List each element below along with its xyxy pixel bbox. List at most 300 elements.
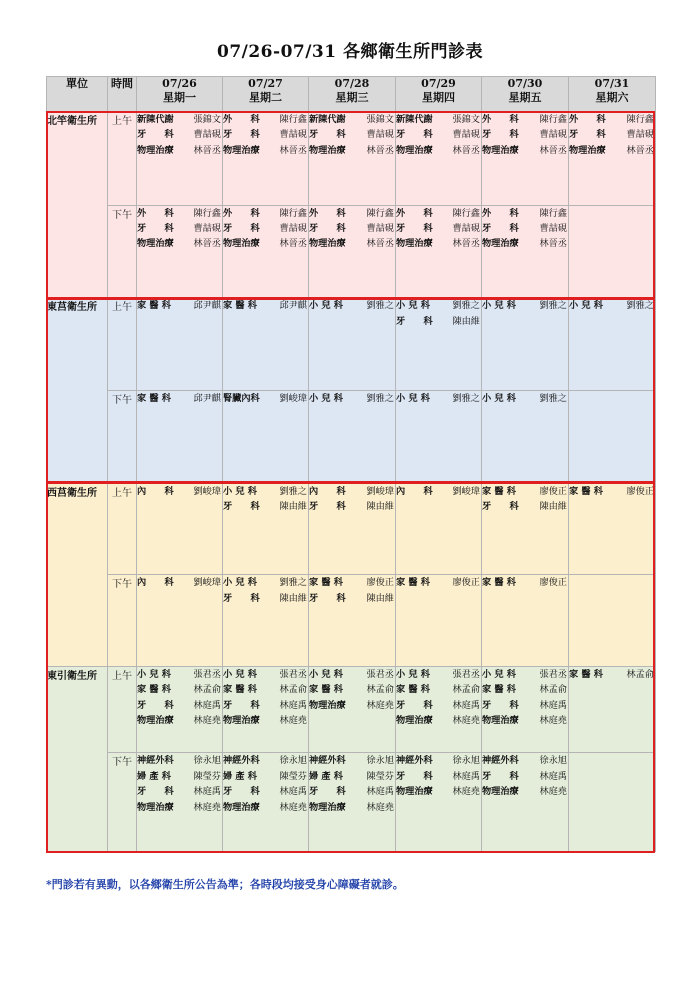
department: 外 科: [223, 114, 260, 125]
day-weekday: 星期三: [335, 91, 369, 104]
clinic-entry: [396, 713, 481, 728]
clinic-entry: [137, 127, 222, 142]
doctor-name: 曹喆硯: [366, 129, 394, 141]
department: 牙 科: [396, 770, 433, 782]
department: 牙 科: [396, 129, 433, 141]
department: 外 科: [137, 207, 174, 219]
doctor-name: 陳行鑫: [539, 207, 567, 219]
schedule-cell: [309, 666, 396, 753]
doctor-name: 劉峻瑋: [366, 485, 394, 497]
doctor-name: 張錦文: [193, 114, 221, 125]
schedule-cell: [309, 753, 396, 852]
clinic-entry: [223, 800, 308, 815]
schedule-cell: [223, 575, 309, 667]
clinic-entry: [482, 484, 568, 499]
clinic-entry: [309, 206, 395, 221]
clinic-entry: [569, 667, 655, 682]
clinic-entry: [482, 575, 568, 590]
schedule-cell: [137, 112, 223, 206]
doctor-name: 劉雅之: [366, 392, 394, 404]
clinic-entry: [223, 221, 308, 236]
doctor-name: 林庭堯: [539, 786, 567, 798]
department: 家 醫 科: [482, 577, 516, 589]
department: 腎臟內科: [223, 392, 260, 404]
station-name: 東引衛生所: [47, 666, 108, 851]
clinic-entry: [223, 713, 308, 728]
doctor-name: 張錦文: [366, 114, 394, 125]
doctor-name: 劉峻瑋: [193, 577, 221, 589]
clinic-entry: [569, 143, 655, 158]
department: 小 兒 科: [223, 485, 257, 497]
period-pm: 下午: [108, 205, 137, 298]
doctor-name: 林庭堯: [452, 786, 480, 798]
department: 小 兒 科: [137, 668, 171, 680]
schedule-cell: [569, 205, 656, 298]
doctor-name: 張君丞: [452, 668, 480, 680]
schedule-cell: [309, 390, 396, 483]
clinic-entry: [309, 499, 395, 514]
doctor-name: 曹喆硯: [193, 223, 221, 235]
schedule-cell: [137, 390, 223, 483]
schedule-cell: [137, 205, 223, 298]
clinic-entry: [396, 667, 481, 682]
schedule-cell: [396, 298, 482, 391]
day-date: 07/30: [507, 77, 543, 90]
doctor-name: 陳由維: [279, 592, 307, 604]
department: 神經外科: [223, 755, 260, 767]
doctor-name: 陳行鑫: [279, 207, 307, 219]
department: 物理治療: [569, 144, 606, 156]
department: 家 醫 科: [569, 485, 603, 497]
station-name: 東莒衛生所: [47, 298, 108, 483]
doctor-name: 邱尹麒: [279, 300, 307, 312]
schedule-cell: [223, 205, 309, 298]
period-pm: 下午: [108, 390, 137, 483]
schedule-cell: [569, 298, 656, 391]
day-header: [396, 77, 482, 112]
department: 小 兒 科: [482, 392, 516, 404]
doctor-name: 林晉丞: [279, 238, 307, 250]
table-row: [47, 205, 656, 298]
schedule-cell: [482, 205, 569, 298]
doctor-name: 林庭禹: [452, 699, 480, 711]
clinic-entry: [223, 499, 308, 514]
clinic-entry: [137, 667, 222, 682]
day-weekday: 星期四: [422, 91, 455, 104]
clinic-entry: [223, 591, 308, 606]
doctor-name: 林晉丞: [193, 144, 221, 156]
schedule-cell: [396, 575, 482, 667]
clinic-entry: [223, 236, 308, 251]
doctor-name: 曹喆硯: [539, 223, 567, 235]
station-section: [47, 298, 656, 483]
doctor-name: 林孟俞: [539, 684, 567, 696]
doctor-name: 劉峻瑋: [193, 485, 221, 497]
clinic-entry: [309, 800, 395, 815]
clinic-entry: [569, 484, 655, 499]
clinic-entry: [137, 143, 222, 158]
department: 外 科: [482, 207, 519, 219]
day-header: [309, 77, 396, 112]
doctor-name: 林晉丞: [366, 144, 394, 156]
doctor-name: 林庭禹: [366, 786, 394, 798]
schedule-cell: [569, 483, 656, 575]
department: 牙 科: [223, 129, 260, 141]
doctor-name: 林晉丞: [539, 144, 567, 156]
clinic-entry: [223, 682, 308, 697]
clinic-entry: [223, 143, 308, 158]
clinic-entry: [309, 575, 395, 590]
doctor-name: 陳由維: [279, 500, 307, 512]
doctor-name: 陳瑩芬: [193, 770, 221, 782]
doctor-name: 陳瑩芬: [366, 770, 394, 782]
doctor-name: 林庭堯: [366, 699, 394, 711]
period-am: 上午: [108, 298, 137, 391]
clinic-entry: [309, 298, 395, 313]
department: 物理治療: [223, 238, 260, 250]
department: 牙 科: [137, 786, 174, 798]
department: 神經外科: [482, 755, 519, 767]
day-date: 07/29: [421, 77, 456, 90]
doctor-name: 廖俊正: [366, 577, 394, 589]
doctor-name: 張君丞: [279, 668, 307, 680]
table-row: [47, 298, 656, 391]
department: 家 醫 科: [396, 684, 430, 696]
department: 家 醫 科: [396, 577, 430, 589]
schedule-cell: [396, 666, 482, 753]
clinic-entry: [396, 682, 481, 697]
period-am: 上午: [108, 483, 137, 575]
department: 物理治療: [137, 801, 174, 813]
day-weekday: 星期一: [163, 91, 196, 104]
department: 物理治療: [396, 714, 433, 726]
doctor-name: 陳行鑫: [366, 207, 394, 219]
department: 神經外科: [137, 755, 174, 767]
department: 牙 科: [137, 223, 174, 235]
department: 物理治療: [482, 144, 519, 156]
doctor-name: 曹喆硯: [452, 129, 480, 141]
schedule-cell: [223, 112, 309, 206]
clinic-entry: [223, 667, 308, 682]
schedule-cell: [309, 483, 396, 575]
department: 物理治療: [223, 801, 260, 813]
schedule-cell: [569, 112, 656, 206]
department: 物理治療: [137, 714, 174, 726]
doctor-name: 陳由維: [539, 500, 567, 512]
clinic-entry: [137, 769, 222, 784]
doctor-name: 陳行鑫: [539, 114, 567, 125]
department: 物理治療: [396, 238, 433, 250]
doctor-name: 邱尹麒: [193, 300, 221, 312]
clinic-entry: [223, 298, 308, 313]
doctor-name: 陳行鑫: [452, 207, 480, 219]
station-name: 北竿衛生所: [47, 112, 108, 298]
doctor-name: 廖俊正: [539, 577, 567, 589]
department: 牙 科: [396, 223, 433, 235]
doctor-name: 曹喆硯: [193, 129, 221, 141]
doctor-name: 陳由維: [452, 315, 480, 327]
department: 小 兒 科: [309, 668, 343, 680]
schedule-cell: [396, 205, 482, 298]
schedule-cell: [482, 298, 569, 391]
doctor-name: 劉雅之: [279, 485, 307, 497]
doctor-name: 徐永旭: [452, 755, 480, 767]
doctor-name: 林庭堯: [279, 714, 307, 726]
department: 物理治療: [223, 144, 260, 156]
day-header: [223, 77, 309, 112]
department: 牙 科: [223, 592, 260, 604]
department: 新陳代謝: [137, 114, 174, 125]
clinic-entry: [137, 753, 222, 768]
doctor-name: 劉峻瑋: [452, 485, 480, 497]
department: 牙 科: [137, 699, 174, 711]
department: 新陳代謝: [309, 114, 346, 125]
department: 物理治療: [396, 786, 433, 798]
clinic-entry: [396, 127, 481, 142]
department: 牙 科: [137, 129, 174, 141]
doctor-name: 張君丞: [539, 668, 567, 680]
department: 小 兒 科: [223, 668, 257, 680]
unit-header: 單位: [47, 77, 108, 112]
department: 牙 科: [309, 223, 346, 235]
clinic-entry: [309, 698, 395, 713]
department: 神經外科: [396, 755, 433, 767]
department: 內 科: [137, 485, 174, 497]
schedule-cell: [137, 298, 223, 391]
clinic-entry: [137, 391, 222, 406]
department: 家 醫 科: [309, 684, 343, 696]
department: 小 兒 科: [396, 392, 430, 404]
clinic-entry: [137, 484, 222, 499]
department: 小 兒 科: [396, 668, 430, 680]
station-name: 西莒衛生所: [47, 483, 108, 666]
doctor-name: 林庭堯: [452, 714, 480, 726]
doctor-name: 曹喆硯: [366, 223, 394, 235]
doctor-name: 陳由維: [366, 500, 394, 512]
department: 物理治療: [137, 238, 174, 250]
department: 家 醫 科: [223, 684, 257, 696]
clinic-entry: [223, 769, 308, 784]
schedule-cell: [137, 666, 223, 753]
doctor-name: 張君丞: [193, 668, 221, 680]
department: 家 醫 科: [137, 684, 171, 696]
clinic-entry: [396, 143, 481, 158]
department: 牙 科: [482, 223, 519, 235]
station-section: [47, 483, 656, 666]
doctor-name: 劉雅之: [452, 392, 480, 404]
doctor-name: 曹喆硯: [279, 223, 307, 235]
clinic-entry: [396, 753, 481, 768]
clinic-entry: [137, 784, 222, 799]
doctor-name: 張錦文: [452, 114, 480, 125]
schedule-cell: [223, 483, 309, 575]
day-weekday: 星期二: [249, 91, 282, 104]
department: 牙 科: [223, 500, 260, 512]
day-date: 07/26: [162, 77, 197, 90]
doctor-name: 徐永旭: [366, 755, 394, 767]
doctor-name: 徐永旭: [193, 755, 221, 767]
day-date: 07/28: [334, 77, 370, 90]
doctor-name: 林庭禹: [539, 770, 567, 782]
doctor-name: 劉雅之: [626, 300, 654, 312]
clinic-entry: [309, 682, 395, 697]
clinic-entry: [137, 800, 222, 815]
department: 物理治療: [309, 699, 346, 711]
department: 牙 科: [223, 699, 260, 711]
clinic-entry: [137, 298, 222, 313]
schedule-cell: [482, 483, 569, 575]
schedule-cell: [396, 390, 482, 483]
clinic-entry: [482, 753, 568, 768]
schedule-cell: [396, 483, 482, 575]
department: 牙 科: [223, 223, 260, 235]
table-row: [47, 753, 656, 852]
schedule-cell: [137, 575, 223, 667]
doctor-name: 林孟俞: [193, 684, 221, 696]
clinic-entry: [309, 784, 395, 799]
clinic-entry: [396, 221, 481, 236]
schedule-cell: [137, 753, 223, 852]
clinic-entry: [137, 713, 222, 728]
department: 婦 產 科: [223, 770, 257, 782]
doctor-name: 曹喆硯: [539, 129, 567, 141]
department: 小 兒 科: [482, 668, 516, 680]
doctor-name: 廖俊正: [452, 577, 480, 589]
doctor-name: 林庭禹: [452, 770, 480, 782]
clinic-entry: [569, 112, 655, 127]
doctor-name: 廖俊正: [539, 485, 567, 497]
clinic-entry: [482, 206, 568, 221]
department: 牙 科: [396, 699, 433, 711]
clinic-entry: [309, 143, 395, 158]
department: 牙 科: [482, 500, 519, 512]
day-header: [482, 77, 569, 112]
department: 新陳代謝: [396, 114, 433, 125]
department: 小 兒 科: [309, 300, 343, 312]
doctor-name: 林庭禹: [539, 699, 567, 711]
clinic-entry: [137, 112, 222, 127]
station-section: [47, 112, 656, 298]
department: 家 醫 科: [482, 485, 516, 497]
period-am: 上午: [108, 666, 137, 753]
clinic-entry: [309, 391, 395, 406]
department: 家 醫 科: [223, 300, 257, 312]
doctor-name: 林晉丞: [539, 238, 567, 250]
clinic-entry: [223, 753, 308, 768]
department: 外 科: [482, 114, 519, 125]
department: 牙 科: [482, 129, 519, 141]
clinic-entry: [396, 698, 481, 713]
clinic-entry: [482, 221, 568, 236]
department: 牙 科: [396, 315, 433, 327]
department: 牙 科: [569, 129, 606, 141]
schedule-cell: [223, 666, 309, 753]
clinic-entry: [396, 112, 481, 127]
clinic-entry: [396, 236, 481, 251]
clinic-entry: [309, 112, 395, 127]
schedule-cell: [569, 666, 656, 753]
clinic-entry: [396, 391, 481, 406]
doctor-name: 劉雅之: [452, 300, 480, 312]
station-section: [47, 666, 656, 851]
clinic-entry: [223, 698, 308, 713]
clinic-entry: [569, 298, 655, 313]
clinic-entry: [309, 753, 395, 768]
clinic-entry: [309, 591, 395, 606]
schedule-cell: [396, 753, 482, 852]
department: 家 醫 科: [482, 684, 516, 696]
clinic-entry: [396, 484, 481, 499]
clinic-entry: [482, 143, 568, 158]
clinic-entry: [137, 206, 222, 221]
department: 家 醫 科: [569, 668, 603, 680]
schedule-cell: [482, 753, 569, 852]
doctor-name: 徐永旭: [539, 755, 567, 767]
doctor-name: 陳行鑫: [279, 114, 307, 125]
schedule-cell: [569, 753, 656, 852]
clinic-entry: [482, 112, 568, 127]
clinic-entry: [309, 667, 395, 682]
clinic-entry: [482, 769, 568, 784]
clinic-entry: [223, 784, 308, 799]
department: 牙 科: [482, 770, 519, 782]
doctor-name: 林晉丞: [452, 238, 480, 250]
table-row: [47, 666, 656, 753]
table-row: [47, 483, 656, 575]
doctor-name: 林孟俞: [626, 668, 654, 680]
day-header: [137, 77, 223, 112]
doctor-name: 林孟俞: [366, 684, 394, 696]
doctor-name: 陳行鑫: [193, 207, 221, 219]
doctor-name: 陳由維: [366, 592, 394, 604]
doctor-name: 林庭禹: [279, 786, 307, 798]
clinic-entry: [223, 127, 308, 142]
day-date: 07/31: [594, 77, 630, 90]
department: 物理治療: [137, 144, 174, 156]
doctor-name: 林庭堯: [279, 801, 307, 813]
doctor-name: 林庭禹: [279, 699, 307, 711]
department: 小 兒 科: [309, 392, 343, 404]
period-header: 時間: [108, 77, 137, 112]
schedule-cell: [309, 575, 396, 667]
schedule-cell: [482, 112, 569, 206]
department: 牙 科: [309, 786, 346, 798]
clinic-entry: [396, 206, 481, 221]
department: 婦 產 科: [309, 770, 343, 782]
clinic-schedule-table: [46, 76, 656, 852]
doctor-name: 林庭堯: [366, 801, 394, 813]
clinic-entry: [396, 298, 481, 313]
department: 物理治療: [482, 238, 519, 250]
period-pm: 下午: [108, 753, 137, 852]
clinic-entry: [396, 575, 481, 590]
department: 家 醫 科: [137, 300, 171, 312]
footnote: *門診若有異動，以各鄉衛生所公告為準；各時段均接受身心障礙者就診。: [46, 878, 404, 891]
doctor-name: 曹喆硯: [626, 129, 654, 141]
doctor-name: 林孟俞: [452, 684, 480, 696]
clinic-entry: [137, 221, 222, 236]
doctor-name: 林庭堯: [539, 714, 567, 726]
clinic-entry: [223, 206, 308, 221]
clinic-entry: [223, 484, 308, 499]
clinic-entry: [569, 127, 655, 142]
schedule-cell: [309, 112, 396, 206]
clinic-entry: [223, 575, 308, 590]
period-am: 上午: [108, 112, 137, 206]
doctor-name: 林晉丞: [626, 144, 654, 156]
clinic-entry: [482, 298, 568, 313]
schedule-cell: [569, 390, 656, 483]
